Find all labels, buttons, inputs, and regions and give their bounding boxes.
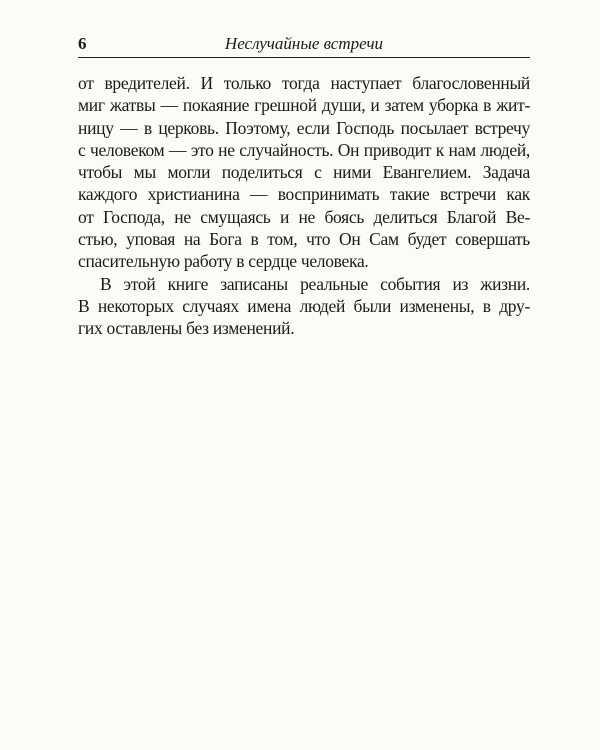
text-line: от вредителей. И только тогда наступает благословенный [78,73,530,93]
text-line: В этой книге записаны реальные события из жизни. [100,273,530,294]
text-line: миг жатвы — покаяние грешной души, и затем уборка в жит- [78,95,530,116]
text-line: ницу — в церковь. Поэтому, если Господь посылает встречу [78,117,530,138]
text-line: каждого христианина — воспринимать такие встречи как [78,184,530,205]
text-line: от Господа, не смущаясь и не боясь делиться Благой Ве- [78,206,530,227]
text-line: стью, уповая на Бога в том, что Он Сам будет совершать [78,229,530,250]
text-line: гих оставлены без изменений. [78,318,295,339]
running-header [78,33,530,58]
text-line: с человеком — это не случайность. Он приводит к нам людей, [78,139,530,160]
page-number: 6 [78,34,87,53]
text-line: В некоторых случаях имена людей были изменены, в дру- [78,295,530,316]
running-title: Неслучайные встречи [224,34,384,53]
page-body [78,72,530,340]
text-line: чтобы мы могли поделиться с ними Евангелием. Задача [78,162,530,183]
text-line: спасительную работу в сердце человека. [78,251,369,272]
